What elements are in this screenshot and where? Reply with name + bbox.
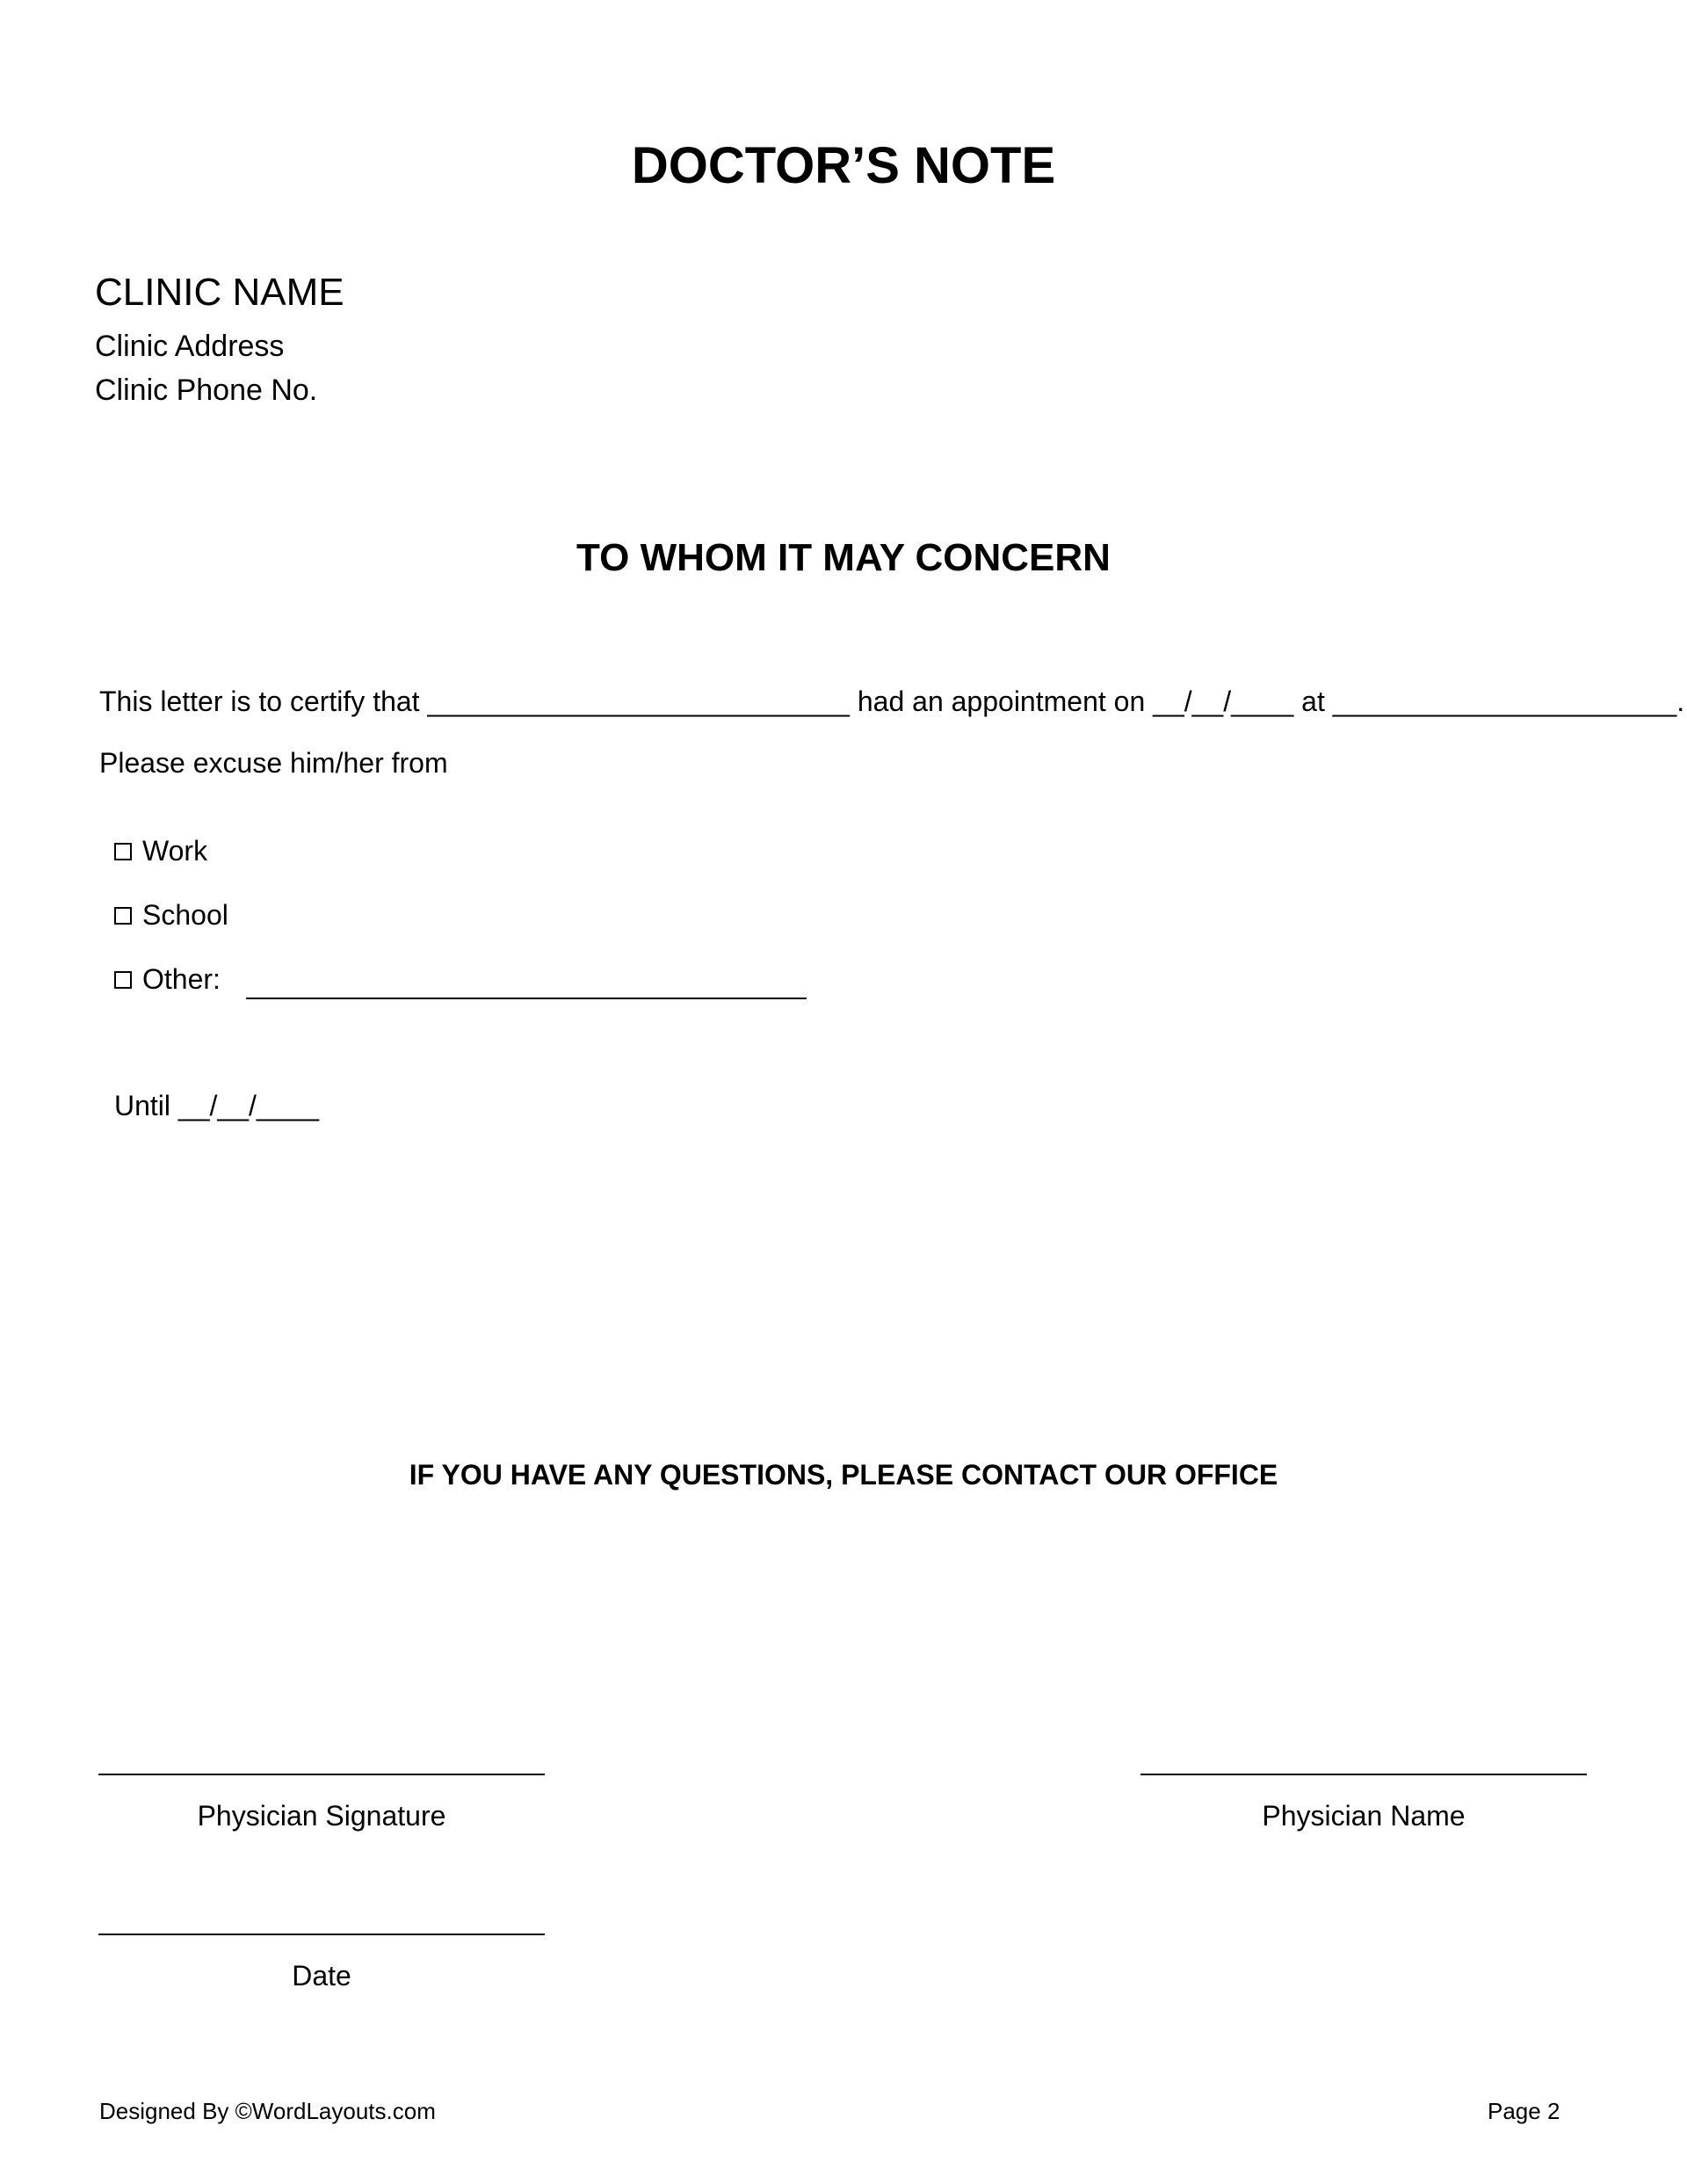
checkbox-work[interactable] [114, 843, 132, 860]
signature-line[interactable] [98, 1774, 545, 1775]
page-number: Page 2 [1488, 2098, 1560, 2124]
date-label: Date [292, 1960, 351, 1992]
option-work[interactable] [114, 835, 207, 867]
option-other-label: Other: [142, 963, 221, 995]
physician-name-label: Physician Name [1262, 1800, 1466, 1832]
checkbox-school[interactable] [114, 907, 132, 925]
option-other[interactable] [114, 963, 221, 996]
checkbox-other[interactable] [114, 971, 132, 989]
document-title: DOCTOR’S NOTE [631, 137, 1056, 194]
option-school-label: School [142, 899, 228, 931]
salutation-heading: TO WHOM IT MAY CONCERN [576, 536, 1111, 579]
option-school[interactable] [114, 899, 228, 932]
clinic-address: Clinic Address [95, 330, 285, 363]
physician-signature-label: Physician Signature [197, 1800, 446, 1832]
clinic-phone: Clinic Phone No. [95, 374, 318, 407]
option-work-label: Work [142, 835, 208, 867]
date-line[interactable] [98, 1934, 545, 1935]
excuse-sentence: Please excuse him/her from [99, 747, 448, 779]
physician-name-line[interactable] [1140, 1774, 1587, 1775]
certify-sentence: This letter is to certify that ___________________________ had an appointment on __/__/____ at ______________________. [99, 686, 1685, 717]
footer-credit: Designed By ©WordLayouts.com [99, 2098, 436, 2124]
clinic-name: CLINIC NAME [95, 271, 344, 314]
until-date-line: Until __/__/____ [114, 1090, 320, 1121]
other-blank-line[interactable] [246, 998, 807, 999]
contact-notice: IF YOU HAVE ANY QUESTIONS, PLEASE CONTACT OUR OFFICE [409, 1459, 1278, 1491]
